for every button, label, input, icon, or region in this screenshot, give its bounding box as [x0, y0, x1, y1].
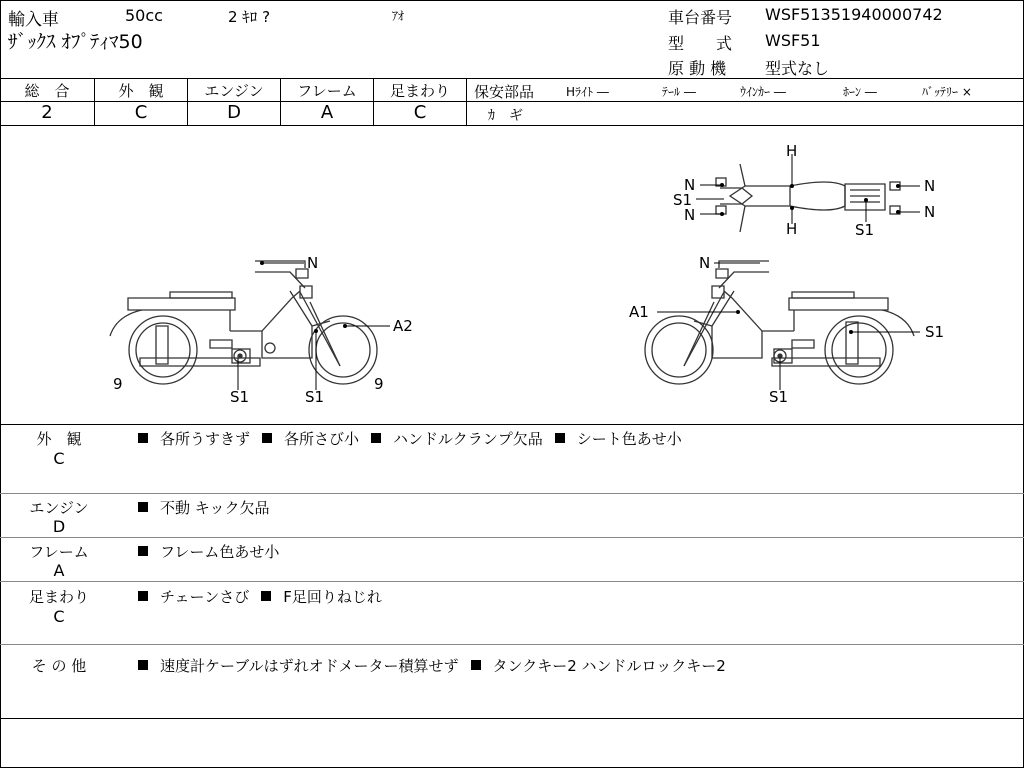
bullet-icon	[138, 591, 148, 601]
note-item: シート色あせ小	[576, 430, 682, 448]
frame-no-label: 車台番号	[668, 8, 733, 27]
divider	[0, 78, 1024, 79]
note-item: フレーム色あせ小	[160, 543, 280, 561]
right-label-n: N	[699, 254, 711, 272]
grade-frame-value: A	[320, 102, 334, 123]
bullet-icon	[471, 660, 481, 670]
safety-battery: ﾊﾞｯﾃﾘｰ ×	[922, 85, 972, 99]
grade-exterior-label: 外 観	[118, 82, 164, 100]
damage-dots	[260, 183, 900, 334]
left-label-9a: 9	[113, 375, 123, 393]
section-suspension-grade: C	[53, 607, 65, 626]
right-label-s1b: S1	[769, 388, 789, 406]
left-label-a2: A2	[393, 317, 413, 335]
safety-headlight: Hﾗｲﾄ ―	[566, 85, 609, 99]
bullet-icon	[138, 433, 148, 443]
top-label-s1: S1	[673, 191, 693, 209]
left-label-s1b: S1	[305, 388, 325, 406]
bullet-icon	[138, 660, 148, 670]
divider	[0, 644, 1024, 645]
section-exterior-grade: C	[53, 449, 65, 468]
grade-overall-label: 総 合	[24, 82, 70, 100]
note-item: 各所さび小	[284, 430, 360, 448]
divider	[0, 581, 1024, 582]
note-item: 各所うすきず	[160, 430, 251, 448]
section-suspension-notes	[138, 586, 394, 607]
type-label: 型 式	[668, 34, 733, 53]
grade-suspension-value: C	[413, 102, 427, 123]
key-label: ｶ ギ	[488, 108, 523, 124]
section-frame-label: フレーム	[29, 543, 89, 561]
left-label-n: N	[307, 254, 319, 272]
color-value: ｱｵ	[392, 9, 405, 23]
section-exterior-notes	[138, 428, 694, 449]
top-label-n3: N	[924, 177, 936, 195]
note-item: 不動 キック欠品	[160, 499, 270, 517]
displacement: 50cc	[125, 6, 163, 25]
section-frame-notes	[138, 541, 291, 562]
safety-winker: ｳｲﾝｶｰ ―	[740, 85, 786, 99]
bullet-icon	[262, 433, 272, 443]
bullet-icon	[371, 433, 381, 443]
section-engine-notes	[138, 497, 281, 518]
divider	[0, 424, 1024, 425]
grade-frame-label: フレーム	[297, 82, 357, 100]
section-other-label: そ の 他	[31, 657, 87, 675]
grade-exterior-value: C	[134, 102, 148, 123]
note-item: ハンドルクランプ欠品	[393, 430, 543, 448]
label-lines	[238, 154, 920, 390]
note-item: タンクキー2 ハンドルロックキー2	[492, 657, 726, 675]
divider	[466, 101, 1024, 102]
type-value: WSF51	[765, 31, 821, 50]
right-label-s1a: S1	[925, 323, 945, 341]
frame-no-value: WSF51351940000742	[765, 5, 943, 24]
top-label-h2: H	[786, 220, 798, 238]
top-label-n4: N	[924, 203, 936, 221]
divider	[0, 537, 1024, 538]
left-label-9b: 9	[374, 375, 384, 393]
section-suspension-label: 足まわり	[28, 588, 89, 606]
section-engine-label: エンジン	[29, 499, 89, 517]
bullet-icon	[138, 502, 148, 512]
grade-engine-label: エンジン	[204, 82, 264, 100]
top-label-h1: H	[786, 142, 798, 160]
import-label: 輸入車	[8, 10, 59, 30]
divider	[466, 78, 467, 125]
top-label-n1: N	[684, 176, 696, 194]
bike-left-view	[110, 261, 377, 384]
grade-overall-value: 2	[41, 102, 53, 123]
grade-suspension-label: 足まわり	[389, 82, 450, 100]
bullet-icon	[138, 546, 148, 556]
stroke-info: 2 ｷﾛ ?	[228, 8, 271, 26]
note-item: チェーンさび	[160, 588, 250, 606]
top-label-n2: N	[684, 206, 696, 224]
safety-parts-label: 保安部品	[474, 83, 535, 101]
safety-horn: ﾎｰﾝ ―	[843, 85, 877, 99]
model-name: ｻﾞｯｸｽ ｵﾌﾟﾃｨﾏ50	[8, 31, 143, 53]
engine-label: 原 動 機	[668, 59, 727, 78]
engine-value: 型式なし	[765, 59, 830, 78]
section-frame-grade: A	[53, 561, 65, 580]
bullet-icon	[555, 433, 565, 443]
damage-diagram	[0, 126, 1024, 424]
safety-taillight: ﾃｰﾙ ―	[662, 85, 696, 99]
divider	[0, 718, 1024, 719]
left-label-s1a: S1	[230, 388, 250, 406]
top-label-s1b: S1	[855, 221, 875, 239]
section-engine-grade: D	[52, 517, 66, 536]
section-exterior-label: 外 観	[36, 430, 82, 448]
right-label-a1: A1	[629, 303, 649, 321]
note-item: 速度計ケーブルはずれオドメーター積算せず	[160, 657, 459, 675]
note-item: F足回りねじれ	[283, 588, 382, 606]
bullet-icon	[261, 591, 271, 601]
grade-engine-value: D	[227, 102, 241, 123]
divider	[0, 493, 1024, 494]
section-other-notes	[138, 655, 738, 676]
